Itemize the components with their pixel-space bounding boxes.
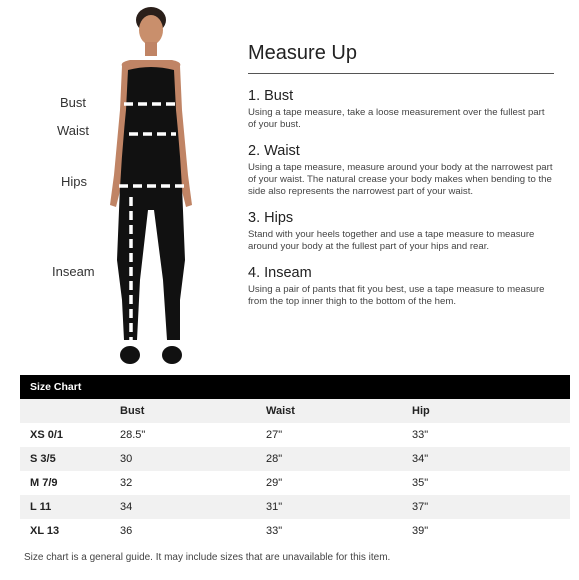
- size-cell: S 3/5: [30, 453, 56, 465]
- table-row: [20, 447, 570, 471]
- step-bust: [248, 88, 554, 131]
- step-text: Using a tape measure, take a loose measurement over the fullest part of your bust.: [248, 107, 545, 130]
- model-figure: [0, 0, 240, 372]
- hip-cell: 33": [412, 429, 429, 441]
- waist-cell: 27": [266, 429, 283, 441]
- waist-cell: 28": [266, 453, 283, 465]
- bust-cell: 36: [120, 525, 133, 537]
- table-header-row: [20, 399, 570, 423]
- inseam-label: Inseam: [52, 264, 95, 279]
- table-row: [20, 519, 570, 543]
- step-waist: [248, 143, 554, 198]
- size-cell: M 7/9: [30, 477, 58, 489]
- guide-title: Measure Up: [248, 42, 554, 74]
- step-text: Using a tape measure, measure around your body at the narrowest part of your waist. The natural crease your body makes when bending to the side also represents the narrowest part of your waist.: [248, 162, 553, 197]
- size-cell: L 11: [30, 501, 52, 513]
- hip-cell: 37": [412, 501, 429, 513]
- table-row: [20, 471, 570, 495]
- step-text: Using a pair of pants that fit you best, use a tape measure to measure from the top inner thigh to the bottom of the hem.: [248, 284, 545, 307]
- bust-label: Bust: [60, 95, 87, 110]
- bust-cell: 34: [120, 501, 133, 513]
- bust-cell: 32: [120, 477, 133, 489]
- size-chart-note: Size chart is a general guide. It may include sizes that are unavailable for this item.: [24, 552, 391, 563]
- size-chart-table: [20, 399, 570, 543]
- size-chart-title: Size Chart: [20, 375, 570, 399]
- waist-cell: 31": [266, 501, 283, 513]
- column-header-waist: Waist: [266, 405, 295, 417]
- step-hips: [248, 210, 554, 253]
- column-header-size: [20, 399, 120, 423]
- size-cell: XS 0/1: [30, 429, 64, 441]
- table-row: [20, 423, 570, 447]
- hips-label: Hips: [61, 174, 88, 189]
- size-cell: XL 13: [30, 525, 60, 537]
- step-inseam: [248, 265, 554, 308]
- step-heading: 3. Hips: [248, 210, 294, 226]
- bust-cell: 28.5": [120, 429, 146, 441]
- waist-label: Waist: [57, 123, 90, 138]
- step-text: Stand with your heels together and use a tape measure to measure around your body at the fullest part of your hips and rear.: [248, 229, 535, 252]
- table-row: [20, 495, 570, 519]
- measure-guide: [248, 42, 554, 308]
- column-header-bust: Bust: [120, 405, 145, 417]
- hip-cell: 39": [412, 525, 429, 537]
- hip-cell: 34": [412, 453, 429, 465]
- size-chart: [20, 375, 570, 543]
- step-heading: 4. Inseam: [248, 265, 312, 281]
- step-heading: 1. Bust: [248, 88, 294, 104]
- step-heading: 2. Waist: [248, 143, 300, 159]
- model-illustration: [0, 0, 240, 372]
- hip-cell: 35": [412, 477, 429, 489]
- waist-cell: 29": [266, 477, 283, 489]
- waist-cell: 33": [266, 525, 283, 537]
- column-header-hip: Hip: [412, 405, 430, 417]
- bust-cell: 30: [120, 453, 133, 465]
